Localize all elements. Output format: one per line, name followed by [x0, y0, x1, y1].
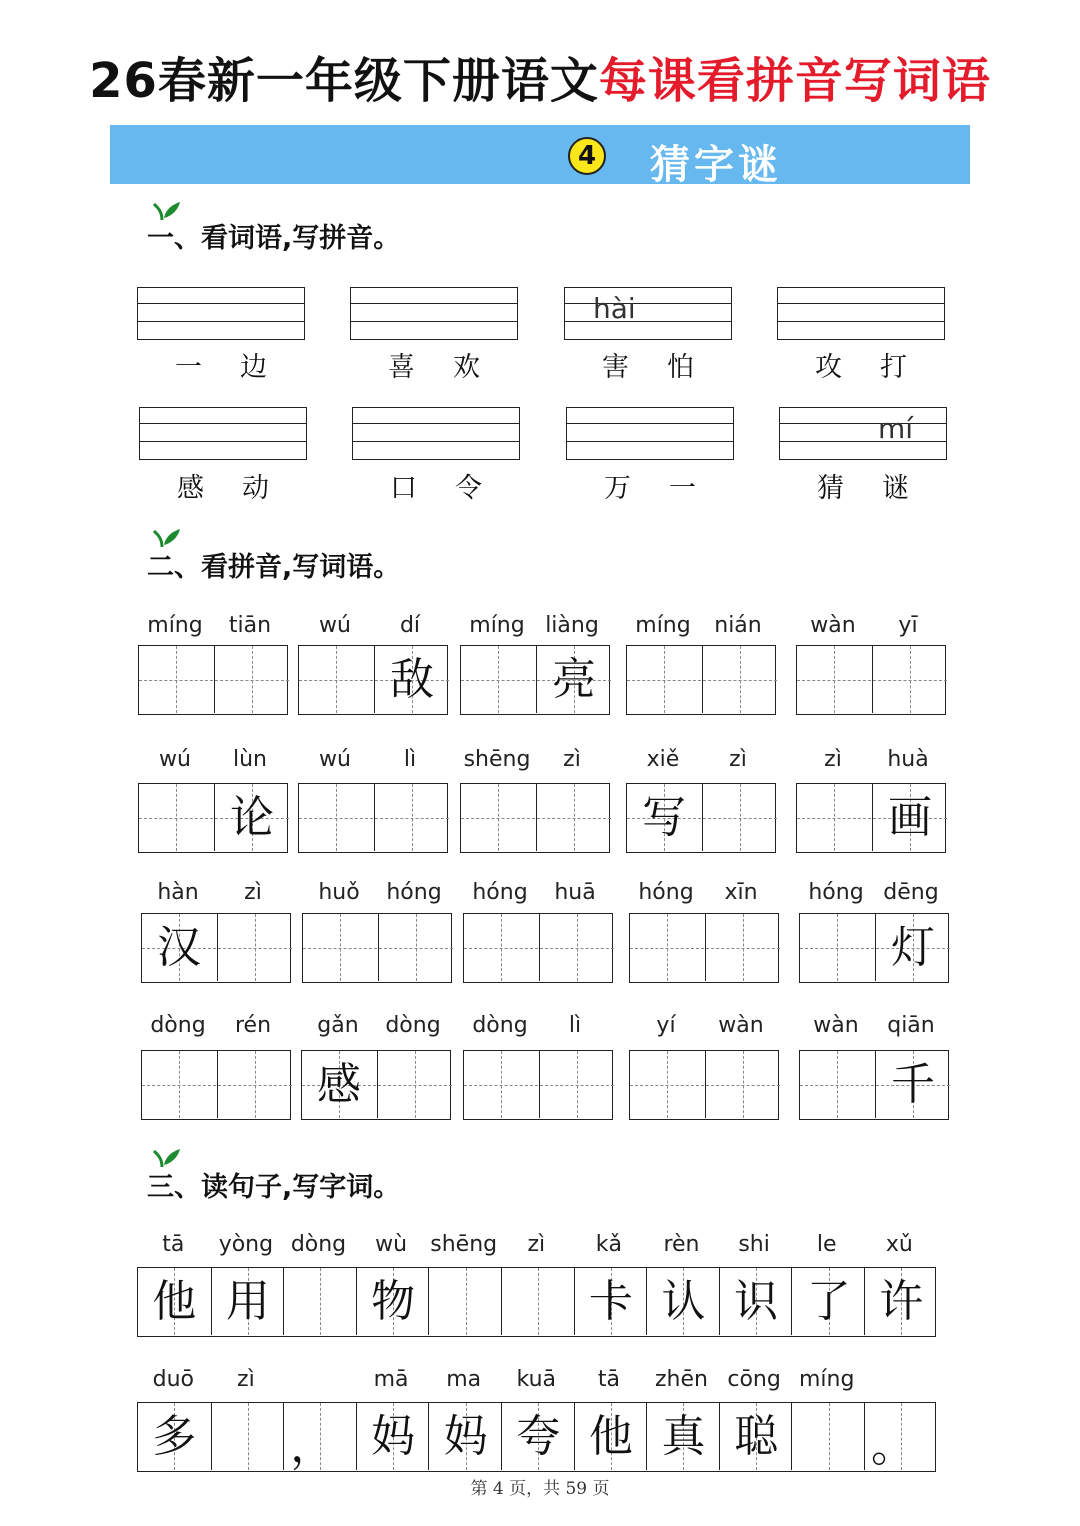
pinyin-label: míng	[147, 613, 203, 638]
tianzige-cell[interactable]	[142, 914, 216, 981]
guide-line	[140, 423, 306, 424]
sentence-cell[interactable]	[211, 1403, 285, 1470]
section-3-heading: 三、读句子,写字词。	[147, 1172, 401, 1203]
guide-line	[351, 303, 517, 304]
guide-line	[565, 303, 731, 304]
guide-line	[565, 321, 731, 322]
pinyin-label: hóng	[386, 880, 442, 905]
tianzige-cell[interactable]	[299, 784, 373, 851]
pinyin-label: shi	[738, 1232, 770, 1257]
given-character: 了	[806, 1276, 851, 1327]
given-character: 许	[879, 1276, 924, 1327]
pinyin-label: wú	[319, 613, 351, 638]
tianzige-cell[interactable]	[217, 914, 292, 981]
tianzige-cell[interactable]	[217, 1051, 292, 1118]
guide-line	[138, 321, 304, 322]
tianzige-cell[interactable]	[797, 784, 871, 851]
pinyin-label: wàn	[810, 613, 856, 638]
tianzige-cell[interactable]	[702, 784, 777, 851]
pinyin-label: cōng	[727, 1367, 781, 1392]
tianzige-cell[interactable]	[374, 784, 449, 851]
guide-line	[140, 441, 306, 442]
pinyin-label: huà	[887, 747, 929, 772]
pinyin-label: hóng	[808, 880, 864, 905]
guide-dash	[461, 680, 535, 681]
pinyin-label: zì	[824, 747, 842, 772]
guide-line	[353, 441, 519, 442]
tianzige-cell[interactable]	[539, 914, 614, 981]
pinyin-answer-box[interactable]	[777, 287, 945, 340]
vocab-word: 猜谜	[817, 473, 947, 504]
given-character: 多	[152, 1411, 197, 1462]
pinyin-label: xīn	[724, 880, 758, 905]
tianzige-cell[interactable]	[705, 1051, 780, 1118]
pinyin-answer-box[interactable]	[137, 287, 305, 340]
guide-dash	[873, 680, 947, 681]
given-character: 敌	[390, 654, 434, 705]
tianzige-word-box[interactable]	[626, 645, 776, 715]
given-character: 真	[661, 1411, 706, 1462]
guide-line	[778, 303, 944, 304]
given-character: 亮	[552, 654, 596, 705]
sentence-grid[interactable]	[137, 1267, 936, 1337]
guide-dash	[540, 948, 614, 949]
tianzige-word-box[interactable]	[796, 783, 946, 853]
title-black: 26春新一年级下册语文	[89, 53, 599, 109]
tianzige-cell[interactable]	[630, 1051, 704, 1118]
guide-dash	[218, 948, 292, 949]
pinyin-answer-box[interactable]	[352, 407, 520, 460]
tianzige-cell[interactable]	[872, 784, 947, 851]
tianzige-word-box[interactable]	[799, 913, 949, 983]
given-character: ，	[290, 1421, 335, 1472]
section-1-heading: 一、看词语,写拼音。	[147, 223, 401, 254]
sentence-cell[interactable]	[356, 1268, 430, 1335]
guide-line	[138, 303, 304, 304]
guide-dash	[466, 1268, 467, 1335]
guide-dash	[800, 1085, 874, 1086]
tianzige-cell[interactable]	[536, 784, 611, 851]
sentence-cell[interactable]	[719, 1403, 793, 1470]
pinyin-label: tā	[597, 1367, 620, 1392]
tianzige-cell[interactable]	[214, 784, 289, 851]
sentence-cell[interactable]	[138, 1403, 211, 1470]
pinyin-answer-box[interactable]	[779, 407, 947, 460]
tianzige-word-box[interactable]	[298, 645, 448, 715]
pinyin-label: yòng	[218, 1232, 274, 1257]
pinyin-label: lì	[568, 1013, 582, 1038]
pinyin-label: wàn	[718, 1013, 764, 1038]
tianzige-cell[interactable]	[464, 1051, 538, 1118]
vocab-word: 害怕	[602, 352, 732, 383]
pinyin-label: míng	[469, 613, 525, 638]
vocab-word: 万一	[604, 473, 734, 504]
guide-dash	[303, 948, 377, 949]
page-footer: 第 4 页，共 59 页	[470, 1479, 610, 1499]
pinyin-label: gǎn	[317, 1013, 359, 1038]
pinyin-label: mā	[373, 1367, 409, 1392]
pinyin-answer-box[interactable]	[139, 407, 307, 460]
guide-dash	[627, 680, 701, 681]
pinyin-label: rèn	[663, 1232, 700, 1257]
guide-dash	[248, 1403, 249, 1470]
pinyin-label: míng	[798, 1367, 855, 1392]
tianzige-word-box[interactable]	[141, 913, 291, 983]
guide-line	[567, 423, 733, 424]
pinyin-label: xiě	[646, 747, 680, 772]
given-character: 妈	[371, 1411, 416, 1462]
guide-dash	[139, 818, 213, 819]
pinyin-label: zì	[527, 1232, 546, 1257]
tianzige-word-box[interactable]	[629, 1050, 779, 1120]
sentence-cell[interactable]	[864, 1403, 938, 1470]
tianzige-cell[interactable]	[875, 1051, 950, 1118]
sentence-cell[interactable]	[283, 1268, 357, 1335]
pinyin-label: kuā	[516, 1367, 557, 1392]
tianzige-word-box[interactable]	[626, 783, 776, 853]
guide-dash	[461, 818, 535, 819]
tianzige-cell[interactable]	[536, 646, 611, 713]
given-character: 写	[642, 792, 686, 843]
tianzige-cell[interactable]	[464, 914, 538, 981]
guide-dash	[299, 680, 373, 681]
pinyin-label: shēng	[430, 1232, 498, 1257]
pinyin-label: qiān	[887, 1013, 935, 1038]
pinyin-label: le	[816, 1232, 837, 1257]
tianzige-word-box[interactable]	[138, 645, 288, 715]
tianzige-word-box[interactable]	[796, 645, 946, 715]
tianzige-word-box[interactable]	[302, 913, 452, 983]
pinyin-label: nián	[714, 613, 762, 638]
given-character: 画	[888, 792, 932, 843]
pinyin-answer-box[interactable]	[566, 407, 734, 460]
guide-dash	[537, 818, 611, 819]
sentence-cell[interactable]	[356, 1403, 430, 1470]
guide-dash	[800, 948, 874, 949]
sentence-cell[interactable]	[501, 1268, 575, 1335]
pinyin-label: dí	[399, 613, 421, 638]
pinyin-label: dòng	[472, 1013, 528, 1038]
guide-dash	[375, 818, 449, 819]
pinyin-answer: mí	[878, 412, 914, 445]
guide-dash	[703, 818, 777, 819]
tianzige-cell[interactable]	[872, 646, 947, 713]
pinyin-label: hàn	[157, 880, 199, 905]
tianzige-cell[interactable]	[378, 914, 453, 981]
tianzige-word-box[interactable]	[298, 783, 448, 853]
guide-dash	[464, 1085, 538, 1086]
pinyin-label: zhēn	[654, 1367, 708, 1392]
tianzige-cell[interactable]	[875, 914, 950, 981]
guide-line	[780, 423, 946, 424]
tianzige-word-box[interactable]	[799, 1050, 949, 1120]
given-character: 。	[871, 1421, 915, 1472]
sentence-cell[interactable]	[138, 1268, 211, 1335]
tianzige-cell[interactable]	[461, 784, 535, 851]
tianzige-cell[interactable]	[800, 1051, 874, 1118]
guide-line	[778, 321, 944, 322]
pinyin-answer-box[interactable]	[564, 287, 732, 340]
pinyin-label: tā	[162, 1232, 185, 1257]
guide-dash	[706, 1085, 780, 1086]
guide-dash	[829, 1403, 830, 1470]
given-character: 汉	[157, 922, 201, 973]
lesson-number: 4	[568, 137, 606, 175]
guide-line	[567, 441, 733, 442]
guide-dash	[142, 1085, 216, 1086]
sentence-cell[interactable]	[574, 1403, 648, 1470]
tianzige-cell[interactable]	[299, 646, 373, 713]
sentence-cell[interactable]	[646, 1268, 720, 1335]
guide-dash	[139, 680, 213, 681]
pinyin-label: kǎ	[595, 1232, 622, 1257]
given-character: 千	[891, 1059, 935, 1110]
tianzige-word-box[interactable]	[463, 913, 613, 983]
given-character: 卡	[588, 1276, 633, 1327]
given-character: 聪	[734, 1411, 779, 1462]
pinyin-label: duō	[152, 1367, 194, 1392]
given-character: 识	[734, 1276, 779, 1327]
pinyin-label: wú	[159, 747, 191, 772]
pinyin-label: míng	[635, 613, 691, 638]
guide-line	[780, 441, 946, 442]
vocab-word: 攻打	[815, 352, 945, 383]
pinyin-label: ma	[446, 1367, 482, 1392]
guide-dash	[797, 680, 871, 681]
sentence-cell[interactable]	[211, 1268, 285, 1335]
guide-dash	[299, 818, 373, 819]
pinyin-label: dēng	[883, 880, 939, 905]
guide-dash	[630, 1085, 704, 1086]
guide-line	[351, 321, 517, 322]
pinyin-label: lùn	[233, 747, 267, 772]
given-character: 他	[588, 1411, 633, 1462]
vocab-word: 一边	[175, 352, 305, 383]
guide-line	[353, 423, 519, 424]
guide-dash	[215, 680, 289, 681]
tianzige-cell[interactable]	[139, 646, 213, 713]
tianzige-cell[interactable]	[303, 914, 377, 981]
pinyin-label: rén	[234, 1013, 272, 1038]
tianzige-word-box[interactable]	[463, 1050, 613, 1120]
guide-dash	[218, 1085, 292, 1086]
sentence-cell[interactable]	[719, 1268, 793, 1335]
guide-dash	[540, 1085, 614, 1086]
pinyin-label: dòng	[290, 1232, 347, 1257]
given-character: 感	[317, 1059, 361, 1110]
tianzige-cell[interactable]	[377, 1051, 452, 1118]
lesson-name: 猜字谜	[650, 142, 782, 188]
sentence-cell[interactable]	[574, 1268, 648, 1335]
given-character: 他	[152, 1276, 197, 1327]
tianzige-cell[interactable]	[627, 784, 701, 851]
sentence-cell[interactable]	[864, 1268, 938, 1335]
guide-dash	[320, 1268, 321, 1335]
given-character: 论	[230, 792, 274, 843]
pinyin-label: wù	[375, 1232, 408, 1257]
page-title	[0, 42, 1080, 111]
tianzige-word-box[interactable]	[301, 1050, 451, 1120]
pinyin-label: wú	[319, 747, 351, 772]
tianzige-cell[interactable]	[214, 646, 289, 713]
tianzige-word-box[interactable]	[141, 1050, 291, 1120]
pinyin-answer: hài	[593, 292, 636, 325]
tianzige-cell[interactable]	[302, 1051, 376, 1118]
guide-dash	[538, 1268, 539, 1335]
tianzige-word-box[interactable]	[138, 783, 288, 853]
guide-dash	[464, 948, 538, 949]
given-character: 灯	[891, 922, 935, 973]
guide-dash	[379, 948, 453, 949]
pinyin-label: zì	[244, 880, 262, 905]
sentence-cell[interactable]	[791, 1403, 865, 1470]
sentence-cell[interactable]	[283, 1403, 357, 1470]
pinyin-label: yī	[898, 613, 918, 638]
guide-dash	[797, 818, 871, 819]
vocab-word: 口令	[390, 473, 520, 504]
sentence-cell[interactable]	[501, 1403, 575, 1470]
guide-dash	[630, 948, 704, 949]
pinyin-label: hóng	[638, 880, 694, 905]
sentence-cell[interactable]	[428, 1403, 502, 1470]
given-character: 用	[225, 1276, 270, 1327]
given-character: 妈	[443, 1411, 488, 1462]
tianzige-cell[interactable]	[139, 784, 213, 851]
sentence-cell[interactable]	[791, 1268, 865, 1335]
pinyin-label: zì	[563, 747, 581, 772]
pinyin-label: dòng	[150, 1013, 206, 1038]
title-red: 每课看拼音写词语	[598, 53, 991, 109]
tianzige-cell[interactable]	[797, 646, 871, 713]
given-character: 夸	[516, 1411, 561, 1462]
pinyin-label: tiān	[228, 613, 272, 638]
pinyin-label: yí	[656, 1013, 676, 1038]
guide-dash	[703, 680, 777, 681]
sentence-cell[interactable]	[428, 1268, 502, 1335]
tianzige-cell[interactable]	[705, 914, 780, 981]
pinyin-answer-box[interactable]	[350, 287, 518, 340]
tianzige-word-box[interactable]	[460, 645, 610, 715]
pinyin-label: hóng	[472, 880, 528, 905]
sentence-grid[interactable]	[137, 1402, 936, 1472]
tianzige-cell[interactable]	[800, 914, 874, 981]
vocab-word: 喜欢	[388, 352, 518, 383]
pinyin-label: wàn	[813, 1013, 859, 1038]
pinyin-label: shēng	[463, 747, 531, 772]
tianzige-cell[interactable]	[627, 646, 701, 713]
tianzige-cell[interactable]	[374, 646, 449, 713]
lesson-banner	[110, 125, 970, 188]
vocab-word: 感动	[177, 473, 307, 504]
section-2-heading: 二、看拼音,写词语。	[147, 552, 401, 583]
pinyin-label: dòng	[385, 1013, 441, 1038]
tianzige-cell[interactable]	[539, 1051, 614, 1118]
pinyin-label: xǔ	[885, 1232, 913, 1257]
tianzige-cell[interactable]	[702, 646, 777, 713]
pinyin-label: zì	[237, 1367, 255, 1392]
tianzige-word-box[interactable]	[629, 913, 779, 983]
guide-dash	[706, 948, 780, 949]
tianzige-cell[interactable]	[630, 914, 704, 981]
tianzige-cell[interactable]	[142, 1051, 216, 1118]
tianzige-cell[interactable]	[461, 646, 535, 713]
pinyin-label: zì	[729, 747, 747, 772]
sentence-cell[interactable]	[646, 1403, 720, 1470]
tianzige-word-box[interactable]	[460, 783, 610, 853]
guide-dash	[378, 1085, 452, 1086]
pinyin-label: huā	[554, 880, 596, 905]
given-character: 物	[371, 1276, 416, 1327]
pinyin-label: huǒ	[318, 880, 360, 905]
pinyin-label: lì	[403, 747, 417, 772]
pinyin-label: liàng	[545, 613, 599, 638]
given-character: 认	[661, 1276, 706, 1327]
